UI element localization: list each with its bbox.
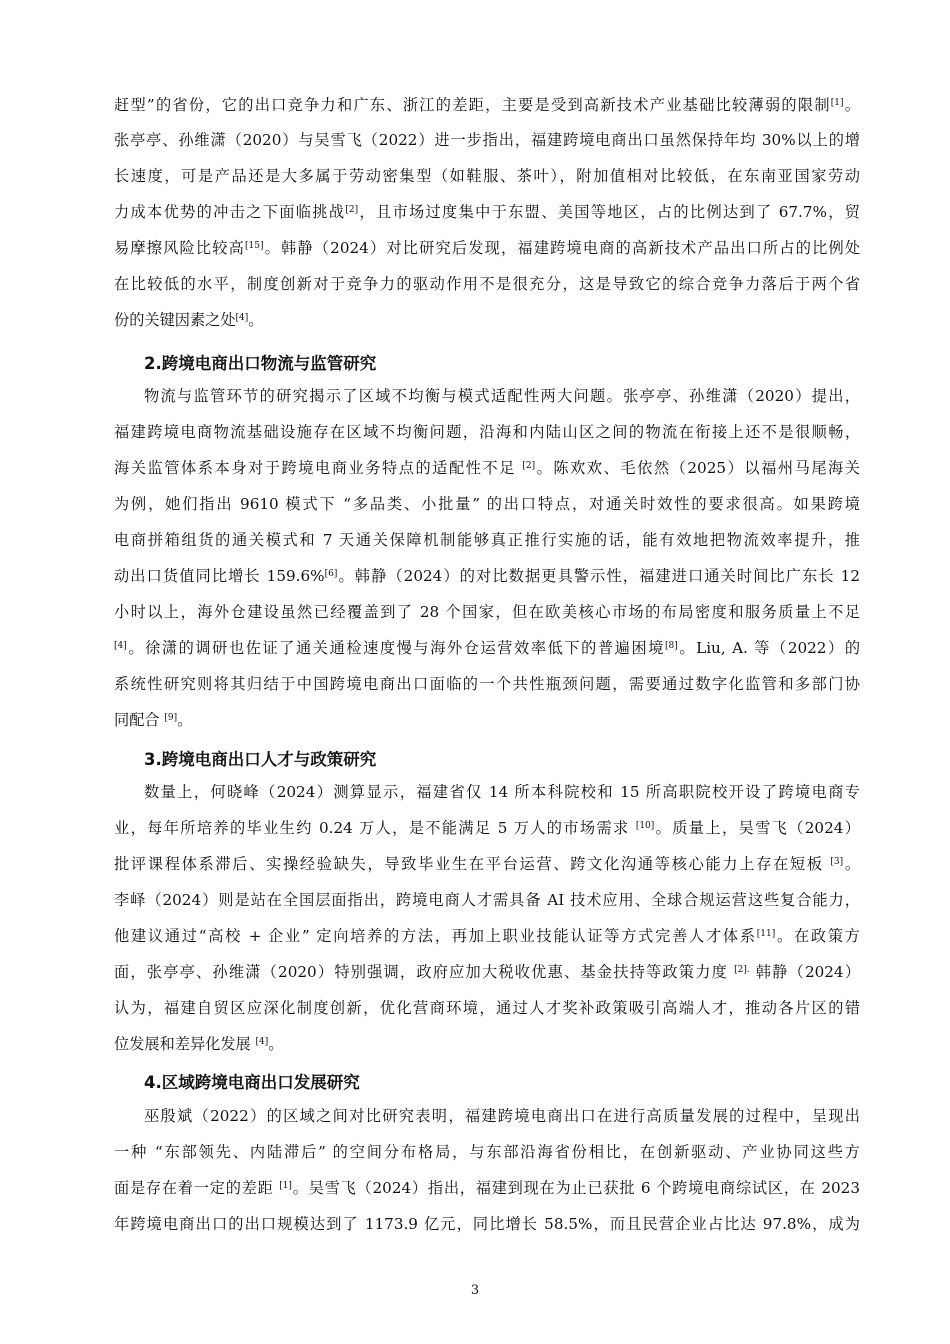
p3-line	[144, 782, 860, 802]
text-run: 海关监管体系本身对于跨境电商业务特点的适配性不足	[114, 459, 523, 477]
p4-line	[114, 1214, 860, 1234]
citation-marker: [2].	[734, 965, 750, 975]
p1-line	[114, 95, 860, 115]
text-run: 易摩擦风险比较高	[114, 239, 245, 257]
text-run: 电商拼箱组货的通关模式和 7 天通关保障机制能够真正推行实施的话，能有效地把物流效率提升，推	[114, 531, 860, 549]
text-run: 。徐潇的调研也佐证了通关通检速度慢与海外仓运营效率低下的普遍困境	[126, 639, 665, 657]
text-run: 批评课程体系滞后、实操经验缺失，导致毕业生在平台运营、跨文化沟通等核心能力上存在短板	[114, 855, 831, 873]
text-run: 物流与监管环节的研究揭示了区域不均衡与模式适配性两大问题。张亭亭、孙维潇（2020）提出，	[144, 387, 860, 405]
p1-line	[114, 274, 860, 294]
p2-line	[114, 638, 860, 658]
text-run: 巫殷斌（2022）的区域之间对比研究表明，福建跨境电商出口在进行高质量发展的过程中，呈现出	[144, 1107, 860, 1125]
text-run: 业，每年所培养的毕业生约 0.24 万人，是不能满足 5 万人的市场需求	[114, 819, 636, 837]
text-run: 张亭亭、孙维潇（2020）与吴雪飞（2022）进一步指出，福建跨境电商出口虽然保持年均 30%以上的增	[114, 131, 860, 149]
p1-line	[114, 166, 860, 186]
p2-line	[114, 566, 860, 586]
p3-line	[114, 1034, 860, 1054]
p3-line	[114, 818, 860, 838]
text-run: 李峄（2024）则是站在全国层面指出，跨境电商人才需具备 AI 技术应用、全球合规运营这些复合能力，	[114, 891, 860, 909]
text-run: 面是存在着一定的差距	[114, 1179, 280, 1197]
text-run: 。Liu, A. 等（2022）的	[677, 639, 861, 657]
text-run: ，且市场过度集中于东盟、美国等地区，占的比例达到了 67.7%，贸	[358, 203, 860, 221]
p2-line	[144, 386, 860, 406]
citation-marker: [9]	[164, 713, 178, 723]
p2-line	[114, 710, 860, 730]
citation-marker: [4]	[255, 1037, 269, 1047]
p4-line	[144, 1106, 860, 1126]
section-heading-4: 4.区域跨境电商出口发展研究	[144, 1073, 360, 1092]
text-run: 他建议通过“高校 + 企业” 定向培养的方法，再加上职业技能认证等方式完善人才体系	[114, 927, 757, 945]
section-heading-2: 2.跨境电商出口物流与监管研究	[144, 354, 377, 373]
citation-marker: [15]	[245, 241, 264, 251]
section-heading-3: 3.跨境电商出口人才与政策研究	[144, 750, 377, 769]
text-run: 位发展和差异化发展	[114, 1035, 256, 1053]
text-run: 动出口货值同比增长 159.6%	[114, 567, 325, 585]
p1-line	[114, 310, 860, 330]
p3-line	[114, 890, 860, 910]
text-run: 数量上，何晓峰（2024）测算显示，福建省仅 14 所本科院校和 15 所高职院校开设了跨境电商专	[144, 783, 860, 801]
text-run: 。质量上，吴雪飞（2024）	[654, 819, 860, 837]
p4-line	[114, 1178, 860, 1198]
text-run: 一种 “东部领先、内陆滞后” 的空间分布格局，与东部沿海省份相比，在创新驱动、产业协同这些方	[114, 1143, 860, 1161]
p2-line	[114, 494, 860, 514]
p1-line	[114, 130, 860, 150]
p3-line	[114, 998, 860, 1018]
p2-line	[114, 602, 860, 622]
citation-marker: [10]	[635, 821, 655, 831]
citation-marker: [6]	[324, 569, 338, 579]
p1-line	[114, 202, 860, 222]
text-run: 。	[248, 311, 264, 329]
page-number: 3	[470, 1283, 480, 1298]
text-run: 。韩静（2024）的对比数据更具警示性，福建进口通关时间比广东长 12	[337, 567, 860, 585]
text-run: 小时以上，海外仓建设虽然已经覆盖到了 28 个国家，但在欧美核心市场的布局密度和服务质量上不足	[114, 603, 860, 621]
p1-line	[114, 238, 860, 258]
citation-marker: [4]	[235, 313, 249, 323]
text-run: 长速度，可是产品还是大多属于劳动密集型（如鞋服、茶叶），附加值相对比较低，在东南亚国家劳动	[114, 167, 860, 185]
text-run: 。陈欢欢、毛依然（2025）以福州马尾海关	[535, 459, 860, 477]
text-run: 。在政策方	[775, 927, 860, 945]
text-run: 。	[268, 1035, 284, 1053]
text-run: 认为，福建自贸区应深化制度创新，优化营商环境，通过人才奖补政策吸引高端人才，推动各片区的错	[114, 999, 860, 1017]
citation-marker: [1]	[279, 1181, 292, 1191]
p2-line	[114, 674, 860, 694]
text-run: 同配合	[114, 711, 165, 729]
citation-marker: [2]	[345, 205, 359, 215]
p2-line	[114, 422, 860, 442]
p3-line	[114, 854, 860, 874]
text-run: 为例，她们指出 9610 模式下 “多品类、小批量” 的出口特点，对通关时效性的要求很高。如果跨境	[114, 495, 860, 513]
p2-line	[114, 530, 860, 550]
text-run: 。	[177, 711, 193, 729]
text-run: 。韩静（2024）对比研究后发现，福建跨境电商的高新技术产品出口所占的比例处	[263, 239, 861, 257]
p3-line	[114, 926, 860, 946]
p3-line	[114, 962, 860, 982]
citation-marker: [11]	[756, 929, 776, 939]
text-run: 系统性研究则将其归结于中国跨境电商出口面临的一个共性瓶颈问题，需要通过数字化监管和多部门协	[114, 675, 860, 693]
text-run: 年跨境电商出口的出口规模达到了 1173.9 亿元，同比增长 58.5%，而且民营企业占比达 97.8%，成为	[114, 1215, 860, 1233]
citation-marker: [3]	[830, 857, 844, 867]
text-run: 赶型”的省份，它的出口竞争力和广东、浙江的差距，主要是受到高新技术产业基础比较薄弱的限制	[114, 96, 831, 114]
text-run: 。吴雪飞（2024）指出，福建到现在为止已获批 6 个跨境电商综试区，在 2023	[291, 1179, 861, 1197]
citation-marker: [1]	[830, 98, 844, 108]
citation-marker: [2]	[522, 461, 536, 471]
p4-line	[114, 1142, 860, 1162]
text-run: 。	[843, 855, 861, 873]
text-run: 力成本优势的冲击之下面临挑战	[114, 203, 346, 221]
text-run: 韩静（2024）	[749, 963, 861, 981]
p2-line	[114, 458, 860, 478]
citation-marker: [8]	[665, 641, 678, 651]
text-run: 面，张亭亭、孙维潇（2020）特别强调，政府应加大税收优惠、基金扶持等政策力度	[114, 963, 735, 981]
text-run: 。	[843, 96, 861, 114]
text-run: 份的关键因素之处	[114, 311, 236, 329]
text-run: 在比较低的水平，制度创新对于竞争力的驱动作用不是很充分，这是导致它的综合竞争力落后于两个省	[114, 275, 860, 293]
text-run: 福建跨境电商物流基础设施存在区域不均衡问题，沿海和内陆山区之间的物流在衔接上还不是很顺畅，	[114, 423, 860, 441]
citation-marker: [4]	[114, 641, 127, 651]
